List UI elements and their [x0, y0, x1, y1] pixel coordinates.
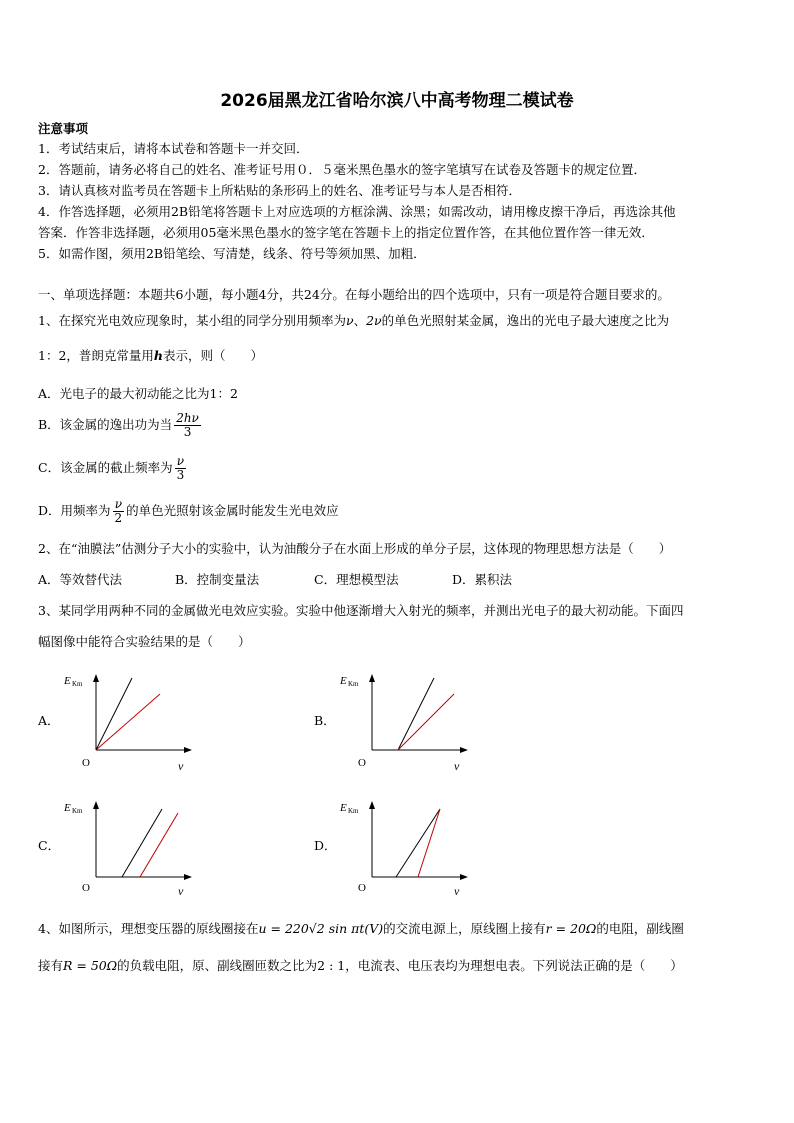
x-axis-label: ν — [178, 759, 184, 773]
y-axis-sub: Km — [72, 807, 83, 815]
q3-stem-line1: 3、某同学用两种不同的金属做光电效应实验。实验中他逐渐增大入射光的频率，并测出光电子的最大初动能。下面四 — [38, 603, 684, 618]
y-axis-sub: Km — [348, 807, 359, 815]
q3-graph-label-d: D． — [314, 838, 337, 853]
q3-graph-d — [336, 795, 476, 905]
q3-graph-a — [60, 668, 200, 778]
q3-graph-label-a: A． — [38, 713, 60, 728]
q3-graph-label-c: C． — [38, 838, 61, 853]
q4-stem-line1: 4、如图所示，理想变压器的原线圈接在u = 220√2 sin πt(V)的交流电源上，原线圈上接有r = 20Ω的电阻，副线圈 — [38, 921, 684, 936]
y-axis-sub: Km — [72, 680, 83, 688]
line-black — [398, 678, 434, 750]
q4-stem-line2: 接有R = 50Ω的负载电阻，原、副线圈匝数之比为2 : 1，电流表、电压表均为理想电表。下列说法正确的是（ ） — [38, 958, 683, 973]
y-axis-arrow — [369, 801, 375, 809]
notice-item: 答案．作答非选择题，必须用05毫米黑色墨水的签字笔在答题卡上的指定位置作答，在其他位置作答一律无效． — [38, 225, 654, 240]
x-axis-label: ν — [454, 884, 460, 898]
q3-graph-b — [336, 668, 476, 778]
q2-option-b: B．控制变量法 — [175, 572, 260, 587]
origin-label: O — [82, 757, 90, 769]
q2-option-d: D．累积法 — [452, 572, 513, 587]
line-red — [96, 694, 160, 750]
y-axis-arrow — [93, 674, 99, 682]
y-axis-label: E — [340, 802, 347, 814]
notice-heading: 注意事项 — [38, 121, 89, 136]
notice-item: 2．答题前，请务必将自己的姓名、准考证号用０．５毫米黑色墨水的签字笔填写在试卷及答题卡的规定位置． — [38, 162, 646, 177]
y-axis-label: E — [64, 675, 71, 687]
notice-item: 3．请认真核对监考员在答题卡上所粘贴的条形码上的姓名、准考证号与本人是否相符． — [38, 183, 521, 198]
notice-item: 5．如需作图，须用2B铅笔绘、写清楚，线条、符号等须加黑、加粗． — [38, 246, 426, 261]
q3-graph-c — [60, 795, 200, 905]
y-axis-arrow — [369, 674, 375, 682]
q3-stem-line2: 幅图像中能符合实验结果的是（ ） — [38, 634, 251, 649]
q2-option-a: A．等效替代法 — [38, 572, 123, 587]
x-axis-arrow — [184, 747, 192, 753]
page-title: 2026届黑龙江省哈尔滨八中高考物理二模试卷 — [220, 91, 574, 111]
line-red — [418, 809, 440, 877]
origin-label: O — [358, 757, 366, 769]
line-red — [398, 694, 454, 750]
q2-option-c: C．理想模型法 — [314, 572, 399, 587]
section-heading: 一、单项选择题：本题共6小题，每小题4分，共24分。在每小题给出的四个选项中，只有一项是符合题目要求的。 — [38, 287, 670, 302]
notice-item: 1．考试结束后，请将本试卷和答题卡一并交回． — [38, 141, 309, 156]
q1-stem-line2: 1：2，普朗克常量用h表示，则（ ） — [38, 348, 264, 363]
y-axis-sub: Km — [348, 680, 359, 688]
q1-option-d: D．用频率为 $\frac{\nu}{2}$ 的单色光照射该金属时能发生光电效应 — [38, 497, 339, 525]
x-axis-label: ν — [454, 759, 460, 773]
q1-option-c: C．该金属的截止频率为 $\frac{\nu}{3}$ — [38, 454, 185, 482]
line-black — [122, 809, 162, 877]
q1-option-b: B．该金属的逸出功为当 $\frac{2h\nu}{3}$ — [38, 411, 199, 439]
q2-stem: 2、在“油膜法”估测分子大小的实验中，认为油酸分子在水面上形成的单分子层，这体现的物理思想方法是（ ） — [38, 541, 672, 556]
origin-label: O — [358, 882, 366, 894]
x-axis-label: ν — [178, 884, 184, 898]
q1-stem-line1: 1、在探究光电效应现象时，某小组的同学分别用频率为ν、2ν的单色光照射某金属，逸出的光电子最大速度之比为 — [38, 313, 670, 328]
q3-graph-label-b: B． — [314, 713, 336, 728]
q1-option-a: A．光电子的最大初动能之比为1：2 — [38, 386, 238, 401]
y-axis-arrow — [93, 801, 99, 809]
x-axis-arrow — [460, 747, 468, 753]
origin-label: O — [82, 882, 90, 894]
y-axis-label: E — [340, 675, 347, 687]
line-black — [396, 809, 440, 877]
x-axis-arrow — [184, 874, 192, 880]
notice-item: 4．作答选择题，必须用2B铅笔将答题卡上对应选项的方框涂满、涂黑；如需改动，请用橡皮擦干净后，再选涂其他 — [38, 204, 676, 219]
line-red — [140, 813, 178, 877]
line-black — [96, 678, 132, 750]
y-axis-label: E — [64, 802, 71, 814]
x-axis-arrow — [460, 874, 468, 880]
